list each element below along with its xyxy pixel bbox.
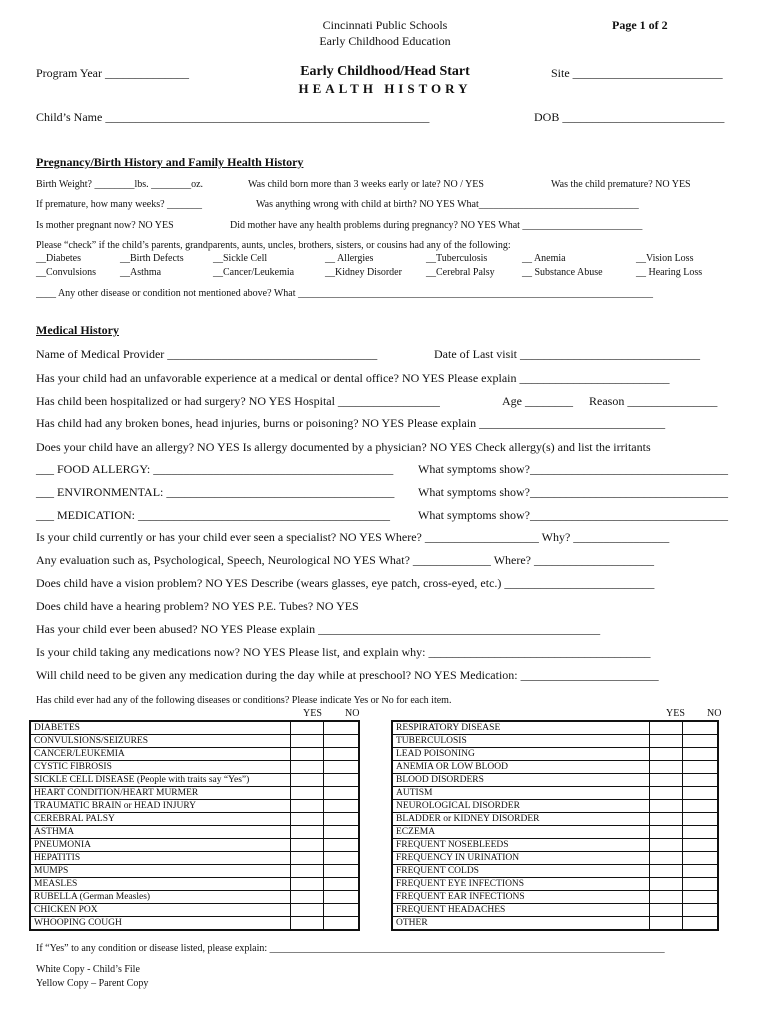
disease-no-cell[interactable]	[324, 721, 360, 735]
disease-row	[30, 839, 359, 852]
medication-allergy-field[interactable]: ___ MEDICATION: __________________________________________	[36, 508, 390, 522]
disease-row	[392, 878, 718, 891]
disease-yes-cell[interactable]	[291, 721, 324, 735]
disease-name: OTHER	[392, 917, 650, 931]
allergy-question[interactable]: Does your child have an allergy? NO YES Is allergy documented by a physician? NO YES Check allergy(s) and list the irritants	[36, 440, 651, 454]
disease-name: FREQUENT COLDS	[392, 865, 650, 878]
disease-no-cell[interactable]	[683, 787, 719, 800]
disease-yes-cell[interactable]	[291, 917, 324, 931]
disease-table-left	[29, 720, 360, 931]
disease-no-cell[interactable]	[683, 878, 719, 891]
disease-name: FREQUENT HEADACHES	[392, 904, 650, 917]
disease-row	[30, 865, 359, 878]
disease-name: BLOOD DISORDERS	[392, 774, 650, 787]
last-visit-field[interactable]: Date of Last visit ______________________________	[434, 347, 700, 361]
left-no-header: NO	[345, 708, 360, 719]
family-condition-cerebral-palsy[interactable]: __Cerebral Palsy	[426, 267, 495, 278]
disease-yes-cell[interactable]	[650, 839, 683, 852]
disease-yes-cell[interactable]	[650, 878, 683, 891]
disease-yes-cell[interactable]	[650, 917, 683, 931]
disease-name: CEREBRAL PALSY	[30, 813, 291, 826]
family-condition-cancer[interactable]: __Cancer/Leukemia	[213, 267, 295, 278]
diseases-intro: Has child ever had any of the following diseases or conditions? Please indicate Yes or No for each item.	[36, 695, 452, 706]
yellow-copy-note: Yellow Copy – Parent Copy	[36, 978, 149, 989]
disease-yes-cell[interactable]	[291, 852, 324, 865]
disease-name: FREQUENT EYE INFECTIONS	[392, 878, 650, 891]
disease-name: LEAD POISONING	[392, 748, 650, 761]
form-subtitle: HEALTH HISTORY	[298, 81, 472, 96]
vision-question[interactable]: Does child have a vision problem? NO YES Describe (wears glasses, eye patch, cross-eyed, etc.) _________________________	[36, 576, 655, 590]
disease-name: BLADDER or KIDNEY DISORDER	[392, 813, 650, 826]
abuse-question[interactable]: Has your child ever been abused? NO YES Please explain _______________________________________________	[36, 622, 601, 636]
hospitalized-age-field[interactable]: Age ________	[502, 394, 573, 408]
left-yes-header: YES	[303, 708, 322, 719]
disease-yes-cell[interactable]	[291, 878, 324, 891]
disease-row	[30, 800, 359, 813]
disease-no-cell[interactable]	[324, 865, 360, 878]
disease-name: NEUROLOGICAL DISORDER	[392, 800, 650, 813]
hospitalized-question[interactable]: Has child been hospitalized or had surgery? NO YES Hospital _________________	[36, 394, 440, 408]
disease-name: ANEMIA OR LOW BLOOD	[392, 761, 650, 774]
injuries-question[interactable]: Has child had any broken bones, head injuries, burns or poisoning? NO YES Please explain _______________________________	[36, 416, 666, 430]
program-year-field[interactable]: Program Year ______________	[36, 66, 189, 80]
disease-no-cell[interactable]	[683, 852, 719, 865]
family-condition-vision-loss[interactable]: __Vision Loss	[636, 253, 694, 264]
family-condition-convulsions[interactable]: __Convulsions	[36, 267, 97, 278]
family-condition-sickle-cell[interactable]: __Sickle Cell	[213, 253, 268, 264]
disease-no-cell[interactable]	[683, 826, 719, 839]
family-condition-tuberculosis[interactable]: __Tuberculosis	[426, 253, 488, 264]
food-allergy-symptoms-field[interactable]: What symptoms show?_________________________________	[418, 462, 728, 476]
disease-no-cell[interactable]	[324, 735, 360, 748]
pregnancy-heading: Pregnancy/Birth History and Family Health History	[36, 155, 304, 169]
form-title: Early Childhood/Head Start	[300, 64, 470, 79]
disease-no-cell[interactable]	[324, 813, 360, 826]
disease-row	[30, 735, 359, 748]
disease-yes-cell[interactable]	[650, 735, 683, 748]
disease-yes-cell[interactable]	[291, 839, 324, 852]
disease-row	[392, 800, 718, 813]
disease-yes-cell[interactable]	[291, 748, 324, 761]
disease-explain-field[interactable]: If “Yes” to any condition or disease listed, please explain: _______________________________________________________________________________	[36, 943, 665, 954]
family-condition-birth-defects[interactable]: __Birth Defects	[120, 253, 184, 264]
disease-row	[392, 787, 718, 800]
disease-no-cell[interactable]	[683, 865, 719, 878]
disease-yes-cell[interactable]	[291, 774, 324, 787]
hospitalized-reason-field[interactable]: Reason _______________	[589, 394, 718, 408]
right-no-header: NO	[707, 708, 722, 719]
disease-row	[392, 774, 718, 787]
disease-no-cell[interactable]	[324, 748, 360, 761]
disease-yes-cell[interactable]	[650, 721, 683, 735]
childs-name-field[interactable]: Child’s Name ______________________________________________________	[36, 110, 430, 124]
disease-name: TUBERCULOSIS	[392, 735, 650, 748]
disease-name: CONVULSIONS/SEIZURES	[30, 735, 291, 748]
disease-name: HEPATITIS	[30, 852, 291, 865]
disease-row	[392, 904, 718, 917]
disease-row	[392, 826, 718, 839]
disease-yes-cell[interactable]	[291, 787, 324, 800]
disease-yes-cell[interactable]	[291, 813, 324, 826]
premature-weeks-field[interactable]: If premature, how many weeks? _______	[36, 199, 203, 210]
disease-no-cell[interactable]	[683, 904, 719, 917]
disease-yes-cell[interactable]	[291, 826, 324, 839]
disease-yes-cell[interactable]	[291, 761, 324, 774]
disease-name: DIABETES	[30, 721, 291, 735]
disease-table-right	[391, 720, 719, 931]
preschool-medication-question[interactable]: Will child need to be given any medication during the day while at preschool? NO YES Medication: _______________________	[36, 668, 659, 682]
disease-name: FREQUENT NOSEBLEEDS	[392, 839, 650, 852]
disease-row	[392, 852, 718, 865]
disease-name: MEASLES	[30, 878, 291, 891]
disease-yes-cell[interactable]	[650, 774, 683, 787]
disease-no-cell[interactable]	[324, 761, 360, 774]
disease-name: MUMPS	[30, 865, 291, 878]
disease-row	[30, 721, 359, 735]
disease-no-cell[interactable]	[324, 917, 360, 931]
disease-name: ASTHMA	[30, 826, 291, 839]
disease-name: RESPIRATORY DISEASE	[392, 721, 650, 735]
disease-name: AUTISM	[392, 787, 650, 800]
disease-name: CHICKEN POX	[30, 904, 291, 917]
disease-row	[392, 891, 718, 904]
environmental-symptoms-field[interactable]: What symptoms show?_________________________________	[418, 485, 728, 499]
disease-no-cell[interactable]	[683, 721, 719, 735]
premature-question[interactable]: Was the child premature? NO YES	[551, 179, 691, 190]
family-condition-asthma[interactable]: __Asthma	[120, 267, 162, 278]
disease-no-cell[interactable]	[683, 813, 719, 826]
disease-row	[392, 839, 718, 852]
disease-yes-cell[interactable]	[650, 813, 683, 826]
family-check-intro: Please “check” if the child’s parents, grandparents, aunts, uncles, brothers, sisters, or cousins had any of the following:	[36, 240, 511, 251]
environmental-allergy-field[interactable]: ___ ENVIRONMENTAL: ______________________________________	[36, 485, 395, 499]
disease-row	[30, 878, 359, 891]
family-condition-anemia[interactable]: __ Anemia	[522, 253, 566, 264]
specialist-question[interactable]: Is your child currently or has your child ever seen a specialist? NO YES Where? ___________________ Why? ________________	[36, 530, 670, 544]
disease-row	[30, 826, 359, 839]
disease-name: WHOOPING COUGH	[30, 917, 291, 931]
white-copy-note: White Copy - Child’s File	[36, 964, 140, 975]
disease-no-cell[interactable]	[324, 774, 360, 787]
disease-yes-cell[interactable]	[650, 865, 683, 878]
disease-yes-cell[interactable]	[650, 800, 683, 813]
dob-field[interactable]: DOB ___________________________	[534, 110, 725, 124]
department-name: Early Childhood Education	[319, 34, 451, 48]
site-field[interactable]: Site _________________________	[551, 66, 723, 80]
disease-name: HEART CONDITION/HEART MURMER	[30, 787, 291, 800]
disease-name: PNEUMONIA	[30, 839, 291, 852]
disease-no-cell[interactable]	[324, 891, 360, 904]
medical-provider-field[interactable]: Name of Medical Provider ___________________________________	[36, 347, 378, 361]
disease-no-cell[interactable]	[683, 917, 719, 931]
disease-no-cell[interactable]	[324, 787, 360, 800]
medical-history-heading: Medical History	[36, 323, 119, 337]
disease-row	[30, 852, 359, 865]
family-condition-allergies[interactable]: __ Allergies	[325, 253, 374, 264]
disease-yes-cell[interactable]	[291, 891, 324, 904]
food-allergy-field[interactable]: ___ FOOD ALLERGY: ________________________________________	[36, 462, 394, 476]
disease-row	[30, 813, 359, 826]
org-name: Cincinnati Public Schools	[322, 18, 448, 32]
unfavorable-experience-question[interactable]: Has your child had an unfavorable experience at a medical or dental office? NO YES Please explain _________________________	[36, 371, 670, 385]
disease-no-cell[interactable]	[324, 852, 360, 865]
disease-no-cell[interactable]	[324, 800, 360, 813]
disease-row	[392, 813, 718, 826]
disease-row	[392, 748, 718, 761]
pregnancy-problems-question[interactable]: Did mother have any health problems during pregnancy? NO YES What ________________________	[230, 220, 643, 231]
disease-row	[392, 761, 718, 774]
disease-name: TRAUMATIC BRAIN or HEAD INJURY	[30, 800, 291, 813]
disease-name: SICKLE CELL DISEASE (People with traits say “Yes”)	[30, 774, 291, 787]
disease-no-cell[interactable]	[683, 774, 719, 787]
disease-name: CYSTIC FIBROSIS	[30, 761, 291, 774]
mother-pregnant-question[interactable]: Is mother pregnant now? NO YES	[36, 220, 174, 231]
disease-row	[30, 748, 359, 761]
disease-no-cell[interactable]	[683, 891, 719, 904]
disease-no-cell[interactable]	[683, 800, 719, 813]
disease-row	[392, 721, 718, 735]
disease-yes-cell[interactable]	[291, 800, 324, 813]
disease-row	[392, 917, 718, 931]
family-condition-diabetes[interactable]: __Diabetes	[36, 253, 81, 264]
hearing-question[interactable]: Does child have a hearing problem? NO YES P.E. Tubes? NO YES	[36, 599, 359, 613]
disease-name: RUBELLA (German Measles)	[30, 891, 291, 904]
medications-question[interactable]: Is your child taking any medications now? NO YES Please list, and explain why: _____________________________________	[36, 645, 651, 659]
disease-row	[30, 774, 359, 787]
right-yes-header: YES	[666, 708, 685, 719]
disease-yes-cell[interactable]	[291, 904, 324, 917]
disease-yes-cell[interactable]	[650, 826, 683, 839]
disease-no-cell[interactable]	[324, 826, 360, 839]
disease-row	[30, 761, 359, 774]
disease-yes-cell[interactable]	[650, 891, 683, 904]
disease-yes-cell[interactable]	[291, 865, 324, 878]
disease-row	[30, 787, 359, 800]
disease-no-cell[interactable]	[683, 735, 719, 748]
disease-name: ECZEMA	[392, 826, 650, 839]
family-condition-hearing-loss[interactable]: __ Hearing Loss	[636, 267, 703, 278]
disease-yes-cell[interactable]	[650, 761, 683, 774]
disease-yes-cell[interactable]	[650, 787, 683, 800]
family-condition-kidney[interactable]: __Kidney Disorder	[325, 267, 402, 278]
disease-no-cell[interactable]	[324, 904, 360, 917]
disease-row	[392, 735, 718, 748]
family-condition-substance-abuse[interactable]: __ Substance Abuse	[522, 267, 603, 278]
disease-yes-cell[interactable]	[650, 748, 683, 761]
disease-name: CANCER/LEUKEMIA	[30, 748, 291, 761]
disease-row	[392, 865, 718, 878]
disease-yes-cell[interactable]	[650, 852, 683, 865]
disease-name: FREQUENCY IN URINATION	[392, 852, 650, 865]
born-early-question[interactable]: Was child born more than 3 weeks early or late? NO / YES	[248, 179, 484, 190]
disease-yes-cell[interactable]	[291, 735, 324, 748]
medication-symptoms-field[interactable]: What symptoms show?_________________________________	[418, 508, 728, 522]
page-number: Page 1 of 2	[612, 18, 668, 32]
disease-no-cell[interactable]	[324, 839, 360, 852]
evaluation-question[interactable]: Any evaluation such as, Psychological, Speech, Neurological NO YES What? _____________ Where? ____________________	[36, 553, 654, 567]
disease-row	[30, 917, 359, 931]
disease-name: FREQUENT EAR INFECTIONS	[392, 891, 650, 904]
disease-row	[30, 904, 359, 917]
disease-yes-cell[interactable]	[650, 904, 683, 917]
disease-no-cell[interactable]	[683, 761, 719, 774]
family-other-condition-field[interactable]: ____ Any other disease or condition not mentioned above? What _______________________________________________________________________	[36, 288, 653, 299]
disease-no-cell[interactable]	[683, 748, 719, 761]
disease-no-cell[interactable]	[324, 878, 360, 891]
disease-row	[30, 891, 359, 904]
wrong-at-birth-question[interactable]: Was anything wrong with child at birth? NO YES What________________________________	[256, 199, 639, 210]
birth-weight-field[interactable]: Birth Weight? ________lbs. ________oz.	[36, 179, 204, 190]
disease-no-cell[interactable]	[683, 839, 719, 852]
